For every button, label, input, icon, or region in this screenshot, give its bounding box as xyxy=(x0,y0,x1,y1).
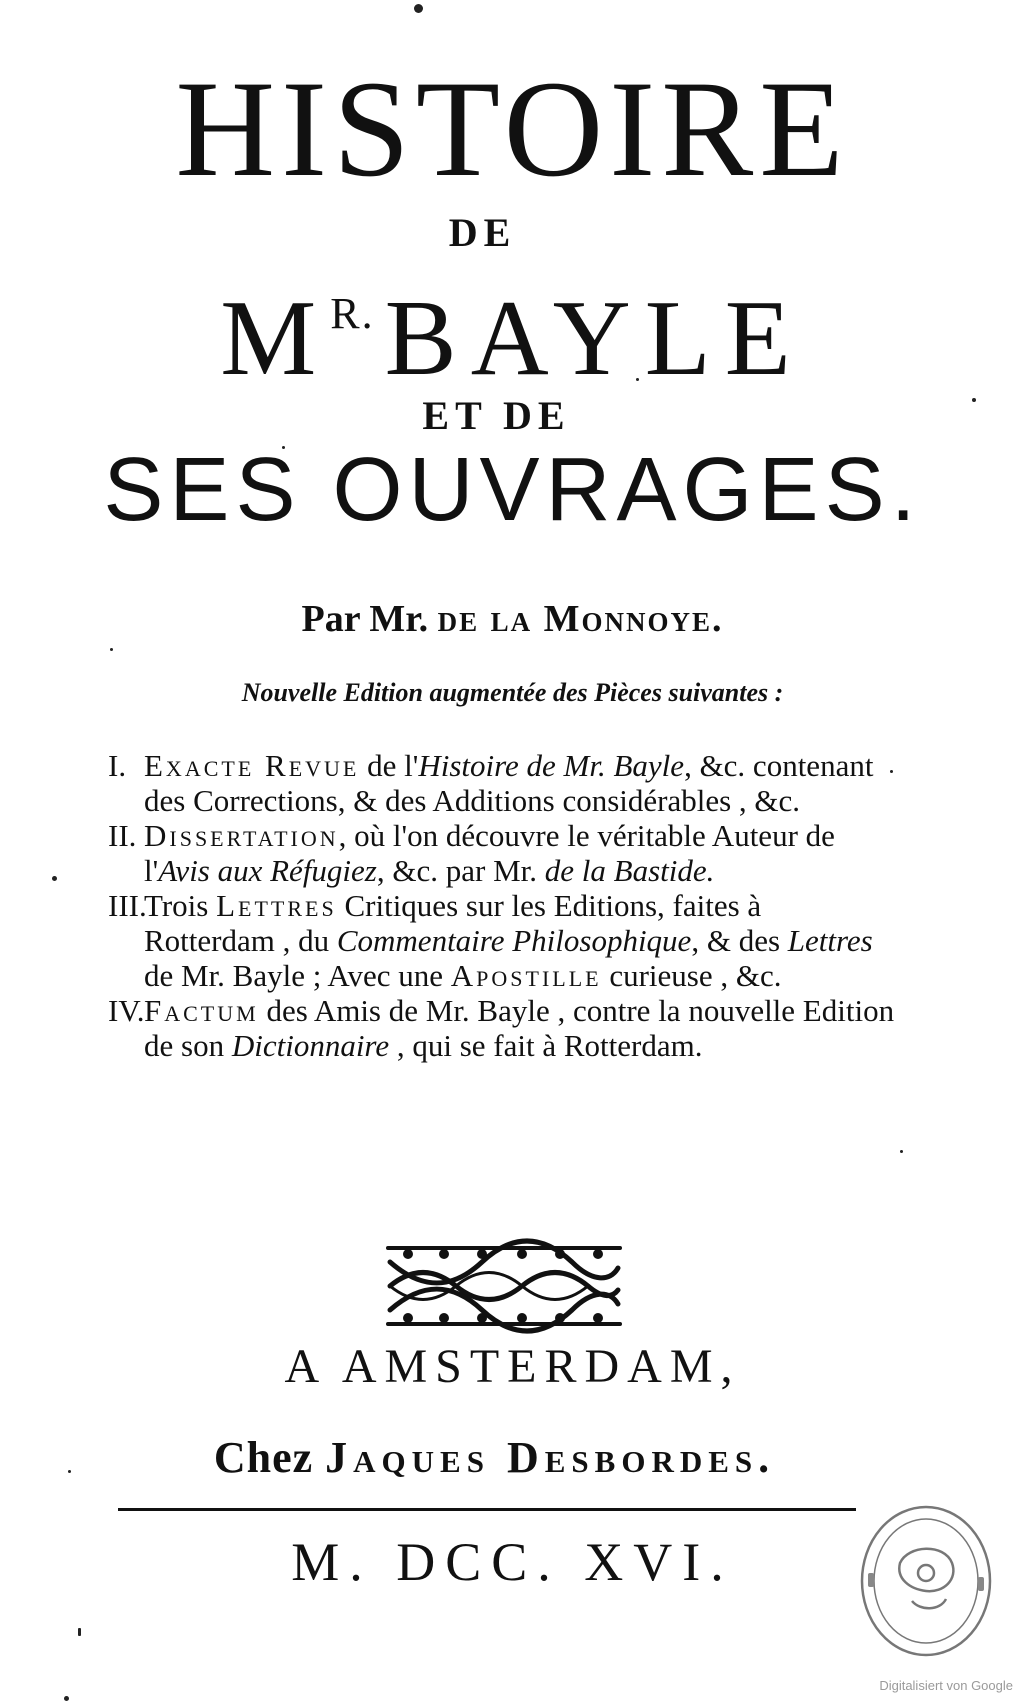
title-mr-bayle xyxy=(0,279,1025,398)
item-number: III. xyxy=(108,888,147,923)
item-number: I. xyxy=(108,748,127,783)
contents-list xyxy=(108,748,898,1063)
item-heading: Dissertation xyxy=(144,818,339,853)
item-number: IV. xyxy=(108,993,145,1028)
library-stamp-icon xyxy=(848,1493,998,1663)
printers-ornament xyxy=(382,1238,626,1334)
contents-item xyxy=(108,818,898,888)
item-text: Trois xyxy=(144,888,217,923)
item-italic-author: de la Bastide. xyxy=(544,853,715,888)
item-text: , &c. par Mr. xyxy=(376,853,545,888)
item-text: de l' xyxy=(359,748,419,783)
publisher-name: Jaques Desbordes. xyxy=(325,1433,776,1482)
item-italic-title: Histoire de Mr. Bayle xyxy=(418,748,685,783)
contents-item xyxy=(108,993,898,1063)
title-mr-prefix: M xyxy=(220,279,331,398)
item-number: II. xyxy=(108,818,137,853)
title-bayle: BAYLE xyxy=(384,279,805,398)
author-prefix: Par Mr. xyxy=(301,598,429,640)
title-ses-ouvrages: SES OUVRAGES. xyxy=(103,440,922,540)
contents-item xyxy=(108,888,898,993)
item-text: , où l'on découvre le véritable Auteur de l' xyxy=(144,818,835,888)
publisher-prefix: Chez xyxy=(213,1433,314,1482)
author-line xyxy=(0,600,1025,638)
title-et-de: ET DE xyxy=(422,393,571,438)
item-italic-title: Avis aux Réfugiez xyxy=(158,853,377,888)
title-mr-superscript: R. xyxy=(330,289,375,338)
imprint-rule xyxy=(118,1508,856,1511)
contents-item xyxy=(108,748,898,818)
author-name: de la Monnoye. xyxy=(437,598,724,640)
item-heading: Exacte Revue xyxy=(144,748,360,783)
item-text: curieuse , &c. xyxy=(601,958,782,993)
item-italic-title: Lettres xyxy=(787,923,873,958)
item-text: de Mr. Bayle ; Avec une xyxy=(144,958,451,993)
title-histoire: HISTOIRE xyxy=(175,52,850,205)
imprint-publisher xyxy=(0,1433,1007,1482)
item-italic-title: Dictionnaire xyxy=(231,1028,390,1063)
item-heading: Apostille xyxy=(450,958,602,993)
title-de: DE xyxy=(448,210,517,255)
item-text: , &c. contenant des Corrections, & des Additions considérables , &c. xyxy=(144,748,874,818)
digitization-watermark: Digitalisiert von Google xyxy=(879,1678,1013,1693)
item-text: Critiques sur les Editions, faites à Rotterdam , du xyxy=(144,888,762,958)
item-text: des Amis de Mr. Bayle , contre la nouvelle Edition de son xyxy=(144,993,895,1063)
item-heading: Factum xyxy=(144,993,259,1028)
item-text: , & des xyxy=(691,923,788,958)
item-italic-title: Commentaire Philosophique xyxy=(336,923,692,958)
item-heading: Lettres xyxy=(216,888,337,923)
publication-date: M. DCC. XVI. xyxy=(291,1532,734,1592)
imprint-city: A AMSTERDAM, xyxy=(284,1340,741,1393)
item-text: , qui se fait à Rotterdam. xyxy=(389,1028,703,1063)
edition-note: Nouvelle Edition augmentée des Pièces suivantes : xyxy=(241,678,784,707)
